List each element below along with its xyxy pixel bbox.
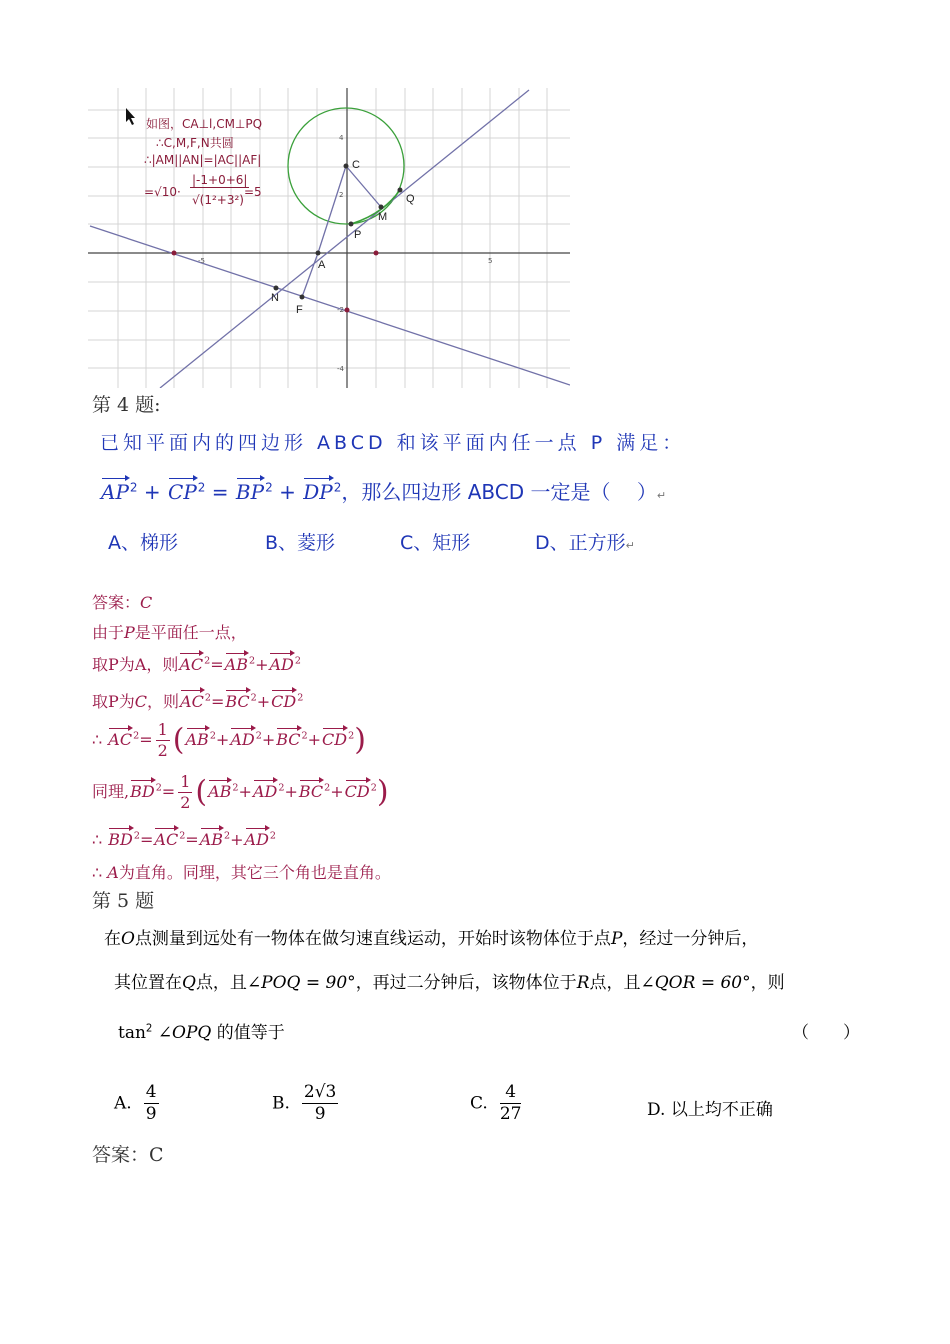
sq: 2 [129,480,138,495]
annotation-line4a: =√10· [144,185,181,199]
q5-title: 第 5 题 [92,890,155,912]
q4-stem-line1: 已知平面内的四边形 ABCD 和该平面内任一点 P 满足： [100,432,686,454]
q5-option-a: A. $\frac{4}{9}$ [114,1082,157,1124]
tick-label: -5 [198,257,205,265]
q5-line2: 其位置在Q点，且∠POQ = 90°，再过二分钟后，该物体位于R点，且∠QOR = 60°，则 [114,973,785,993]
sol-line6: ∴ $BD^2=AC^2=AB^2+AD^2$ [92,826,276,849]
tick-label: 4 [339,134,344,142]
sol-line2: 取P为A，则$AC^2=AB^2+AD^2$ [92,651,301,675]
op-plus: + [279,480,296,504]
annotation-line2: ∴C,M,F,N共圆 [156,136,234,150]
tick-dot-bottom [345,308,350,313]
label-m: M [378,211,388,223]
label-c: C [352,159,360,171]
annotation-line1: 如图，CA⊥l,CM⊥PQ [146,117,263,131]
vec-dp: DP [303,476,333,504]
tick-label: 2 [339,191,344,199]
q5-blank: （ ） [792,1023,860,1043]
cursor-icon [126,108,135,125]
vec-ap: AP [101,476,129,504]
sol-line4: ∴ $AC^2=$ $\frac{1}{2}$ $(AB^2+AD^2+BC^2+CD^2)$ [92,720,366,760]
point-c [344,164,349,169]
sol-line7: ∴ A为直角。同理，其它三个角也是直角。 [92,863,391,882]
label-f: F [296,304,303,316]
q4-stem-line2 [100,476,666,505]
segment-af [302,253,318,297]
label-n: N [271,292,279,304]
vec-bp: BP [236,476,264,504]
point-p [349,222,354,227]
tick-label: -2 [337,306,344,314]
q5-option-b: B. $\frac{2√3}{9}$ [272,1082,337,1124]
point-n [274,286,279,291]
q4-option-c: C、矩形 [400,532,471,554]
sq: 2 [197,480,206,495]
sq: 2 [333,480,342,495]
q4-title: 第 4 题: [92,394,161,416]
point-m [379,205,384,210]
q5-answer: 答案：C [92,1144,164,1166]
label-q: Q [406,193,415,205]
sq: 2 [265,480,273,495]
line-l [90,226,570,385]
q5-line1: 在O点测量到远处有一物体在做匀速直线运动，开始时该物体位于点P，经过一分钟后， [104,929,759,949]
annotation-frac-num: |-1+0+6| [192,173,248,187]
q5-option-c: C. $\frac{4}{27}$ [470,1082,522,1124]
annotation-line3: ∴|AM||AN|=|AC||AF| [144,153,262,167]
vec-cp: CP [168,476,197,504]
tick-label: -4 [337,365,344,373]
tick-dot-right [374,251,379,256]
annotation-line4b: =5 [244,185,262,199]
tick-dot-left [172,251,177,256]
segment-ac [318,166,346,253]
point-a [316,251,321,256]
label-a: A [318,259,326,271]
q4-answer: 答案：C [92,593,153,612]
return-mark: ↵ [656,489,667,502]
sol-line3: 取P为C，则$AC^2=BC^2+CD^2$ [92,688,303,712]
annotation-frac-den: √(1²+3²) [192,193,244,207]
geometry-figure [88,88,570,388]
q4-option-b: B、菱形 [265,532,336,554]
point-q [398,188,403,193]
q4-option-a: A、梯形 [108,532,178,554]
q4-stem-tail: ，那么四边形 ABCD 一定是（ ） [341,480,657,504]
q5-option-d: D. 以上均不正确 [647,1100,773,1120]
sol-line5: 同理$,BD^2=$ $\frac{1}{2}$ $(AB^2+AD^2+BC^2+CD^2)$ [92,772,389,812]
q5-line3: $\tan^2$ ∠OPQ 的值等于 [118,1023,285,1043]
op-plus: + [143,480,161,504]
tick-label: 5 [488,257,493,265]
point-f [300,295,305,300]
sol-line1: 由于P是平面任一点， [92,623,247,642]
label-p: P [354,229,362,241]
op-eq: = [211,480,229,504]
coordinate-plane [88,88,570,388]
q4-option-d: D、正方形↵ [535,532,635,554]
grid-lines [88,88,570,388]
